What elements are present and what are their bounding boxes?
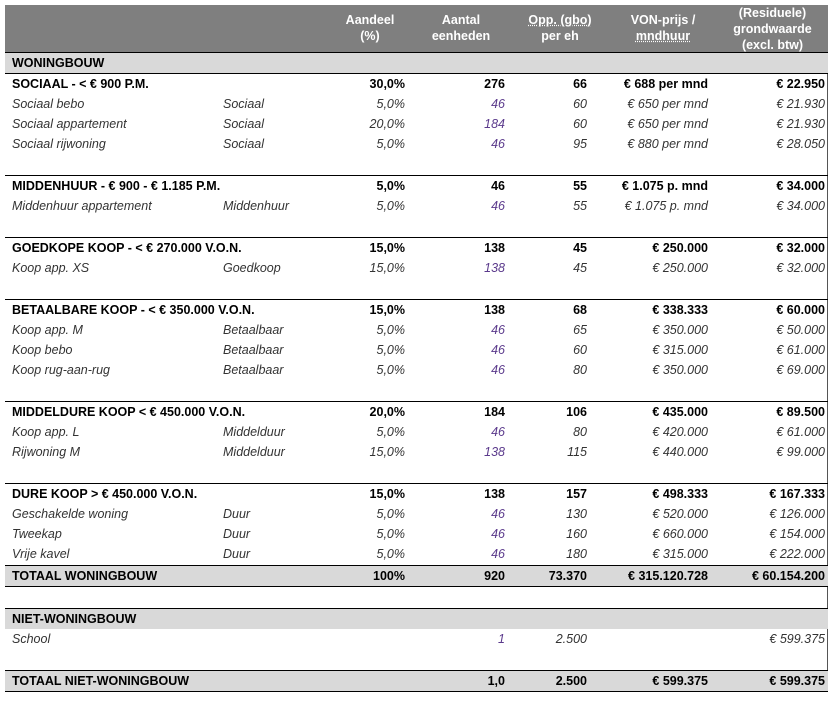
group-von: € 435.000 xyxy=(652,405,708,419)
item-aantal: 46 xyxy=(491,507,505,521)
group-grond: € 32.000 xyxy=(776,241,825,255)
table-row xyxy=(5,134,828,154)
item-aandeel: 5,0% xyxy=(376,425,405,439)
item-aantal: 46 xyxy=(491,343,505,357)
item-name: Geschakelde woning xyxy=(12,507,129,521)
total-von: € 315.120.728 xyxy=(628,569,708,583)
header-aandeel-line1: Aandeel xyxy=(345,13,395,27)
item-von: € 250.000 xyxy=(652,261,708,275)
item-aantal: 138 xyxy=(484,445,505,459)
table-row xyxy=(5,196,828,216)
table-row xyxy=(5,94,828,114)
group-aantal: 138 xyxy=(484,303,505,317)
item-aantal: 184 xyxy=(484,117,505,131)
item-aandeel: 5,0% xyxy=(376,547,405,561)
item-aandeel: 5,0% xyxy=(376,323,405,337)
item-category: Middelduur xyxy=(223,425,285,439)
item-von: € 315.000 xyxy=(652,343,708,357)
spacer xyxy=(5,587,828,608)
group-opp: 157 xyxy=(566,487,587,501)
group-aandeel: 30,0% xyxy=(369,77,405,91)
header-opp xyxy=(510,12,610,44)
header-grondwaarde xyxy=(720,5,825,53)
header-grond-line3: (excl. btw) xyxy=(741,38,804,52)
item-name: School xyxy=(12,632,51,646)
total-niet-woningbouw-row xyxy=(5,670,828,692)
item-grond: € 34.000 xyxy=(776,199,825,213)
spacer xyxy=(5,462,828,483)
group-header-row xyxy=(5,175,828,196)
item-von: € 650 per mnd xyxy=(627,117,708,131)
item-grond: € 21.930 xyxy=(776,97,825,111)
group-opp: 106 xyxy=(566,405,587,419)
item-opp: 160 xyxy=(566,527,587,541)
header-aandeel xyxy=(320,12,420,44)
group-header-row xyxy=(5,401,828,422)
section-title: NIET-WONINGBOUW xyxy=(12,612,137,626)
group-header-row xyxy=(5,73,828,94)
item-von: € 350.000 xyxy=(652,323,708,337)
item-name: Koop app. M xyxy=(12,323,83,337)
item-aantal: 46 xyxy=(491,425,505,439)
item-category: Goedkoop xyxy=(223,261,281,275)
total-aantal: 1,0 xyxy=(487,674,505,688)
item-grond: € 21.930 xyxy=(776,117,825,131)
total-name: TOTAAL WONINGBOUW xyxy=(12,569,158,583)
header-grond-line1: (Residuele) xyxy=(738,6,807,20)
item-aantal: 138 xyxy=(484,261,505,275)
table-row xyxy=(5,504,828,524)
item-category: Duur xyxy=(223,507,251,521)
item-grond: € 126.000 xyxy=(769,507,825,521)
group-aandeel: 5,0% xyxy=(376,179,405,193)
group-von: € 1.075 p. mnd xyxy=(621,179,708,193)
item-grond: € 222.000 xyxy=(769,547,825,561)
item-category: Sociaal xyxy=(223,97,264,111)
header-row xyxy=(5,5,828,52)
section-title: WONINGBOUW xyxy=(12,56,105,70)
table-row xyxy=(5,320,828,340)
spacer xyxy=(5,154,828,175)
section-woningbouw xyxy=(5,52,828,73)
group-grond: € 60.000 xyxy=(776,303,825,317)
total-opp: 2.500 xyxy=(555,674,587,688)
item-aandeel: 15,0% xyxy=(369,445,405,459)
item-aantal: 46 xyxy=(491,199,505,213)
group-header-row xyxy=(5,483,828,504)
total-aandeel: 100% xyxy=(373,569,405,583)
group-grond: € 89.500 xyxy=(776,405,825,419)
table-row xyxy=(5,360,828,380)
item-aantal: 46 xyxy=(491,547,505,561)
header-grond-line2: grondwaarde xyxy=(733,22,812,36)
item-name: Middenhuur appartement xyxy=(12,199,152,213)
group-header-row xyxy=(5,237,828,258)
item-aandeel: 20,0% xyxy=(369,117,405,131)
spacer xyxy=(5,649,828,670)
group-opp: 68 xyxy=(573,303,587,317)
item-von: € 420.000 xyxy=(652,425,708,439)
total-woningbouw-row xyxy=(5,565,828,587)
item-aandeel: 5,0% xyxy=(376,507,405,521)
item-name: Sociaal bebo xyxy=(12,97,85,111)
total-grond: € 60.154.200 xyxy=(752,569,825,583)
item-name: Koop rug-aan-rug xyxy=(12,363,110,377)
item-category: Betaalbaar xyxy=(223,323,284,337)
item-aantal: 1 xyxy=(498,632,505,646)
item-aandeel: 5,0% xyxy=(376,199,405,213)
item-name: Tweekap xyxy=(12,527,62,541)
header-aandeel-line2: (%) xyxy=(360,29,380,43)
item-aandeel: 5,0% xyxy=(376,527,405,541)
item-opp: 95 xyxy=(573,137,587,151)
item-category: Betaalbaar xyxy=(223,363,284,377)
group-opp: 45 xyxy=(573,241,587,255)
table-row xyxy=(5,340,828,360)
item-grond: € 599.375 xyxy=(769,632,825,646)
item-category: Sociaal xyxy=(223,137,264,151)
item-grond: € 32.000 xyxy=(776,261,825,275)
item-von: € 880 per mnd xyxy=(627,137,708,151)
header-opp-line2: per eh xyxy=(541,29,579,43)
group-von: € 688 per mnd xyxy=(623,77,708,91)
header-aantal-line1: Aantal xyxy=(441,13,481,27)
item-aandeel: 15,0% xyxy=(369,261,405,275)
group-grond: € 34.000 xyxy=(776,179,825,193)
item-aandeel: 5,0% xyxy=(376,363,405,377)
item-von: € 1.075 p. mnd xyxy=(624,199,708,213)
header-von-line2: mndhuur xyxy=(635,29,691,43)
item-aandeel: 5,0% xyxy=(376,343,405,357)
group-name: BETAALBARE KOOP - < € 350.000 V.O.N. xyxy=(12,303,255,317)
group-aantal: 46 xyxy=(491,179,505,193)
group-von: € 498.333 xyxy=(652,487,708,501)
group-von: € 250.000 xyxy=(652,241,708,255)
group-aantal: 138 xyxy=(484,487,505,501)
item-opp: 180 xyxy=(566,547,587,561)
item-aandeel: 5,0% xyxy=(376,97,405,111)
item-grond: € 69.000 xyxy=(776,363,825,377)
table-row xyxy=(5,524,828,544)
item-opp: 60 xyxy=(573,117,587,131)
item-aantal: 46 xyxy=(491,323,505,337)
item-opp: 60 xyxy=(573,97,587,111)
item-category: Sociaal xyxy=(223,117,264,131)
group-name: MIDDENHUUR - € 900 - € 1.185 P.M. xyxy=(12,179,221,193)
item-opp: 45 xyxy=(573,261,587,275)
group-opp: 55 xyxy=(573,179,587,193)
group-aandeel: 15,0% xyxy=(369,241,405,255)
total-aantal: 920 xyxy=(484,569,505,583)
total-name: TOTAAL NIET-WONINGBOUW xyxy=(12,674,190,688)
group-name: GOEDKOPE KOOP - < € 270.000 V.O.N. xyxy=(12,241,242,255)
item-grond: € 61.000 xyxy=(776,425,825,439)
item-category: Duur xyxy=(223,547,251,561)
item-opp: 115 xyxy=(567,445,587,459)
item-von: € 650 per mnd xyxy=(627,97,708,111)
group-aandeel: 20,0% xyxy=(369,405,405,419)
header-von-line1: VON-prijs / xyxy=(630,13,696,27)
total-grond: € 599.375 xyxy=(769,674,825,688)
item-grond: € 99.000 xyxy=(776,445,825,459)
item-name: Vrije kavel xyxy=(12,547,70,561)
group-name: DURE KOOP > € 450.000 V.O.N. xyxy=(12,487,198,501)
group-von: € 338.333 xyxy=(652,303,708,317)
item-opp: 65 xyxy=(573,323,587,337)
item-grond: € 28.050 xyxy=(776,137,825,151)
item-von: € 315.000 xyxy=(652,547,708,561)
table-row xyxy=(5,629,828,649)
item-opp: 55 xyxy=(573,199,587,213)
item-opp: 2.500 xyxy=(555,632,587,646)
group-aantal: 184 xyxy=(484,405,505,419)
group-name: MIDDELDURE KOOP < € 450.000 V.O.N. xyxy=(12,405,246,419)
item-aantal: 46 xyxy=(491,527,505,541)
item-grond: € 50.000 xyxy=(776,323,825,337)
header-opp-line1: Opp. (gbo) xyxy=(528,13,592,27)
table-row xyxy=(5,258,828,278)
group-name: SOCIAAL - < € 900 P.M. xyxy=(12,77,149,91)
item-name: Sociaal appartement xyxy=(12,117,127,131)
item-name: Rijwoning M xyxy=(12,445,81,459)
total-opp: 73.370 xyxy=(548,569,587,583)
header-aantal-line2: eenheden xyxy=(431,29,491,43)
item-aantal: 46 xyxy=(491,363,505,377)
item-opp: 60 xyxy=(573,343,587,357)
spreadsheet-table xyxy=(5,5,828,692)
header-aantal xyxy=(411,12,511,44)
item-name: Koop app. L xyxy=(12,425,80,439)
woningbouw-groups xyxy=(5,73,828,564)
item-category: Middenhuur xyxy=(223,199,290,213)
item-von: € 660.000 xyxy=(652,527,708,541)
item-category: Betaalbaar xyxy=(223,343,284,357)
item-von: € 350.000 xyxy=(652,363,708,377)
group-grond: € 167.333 xyxy=(769,487,825,501)
item-aandeel: 5,0% xyxy=(376,137,405,151)
item-name: Koop bebo xyxy=(12,343,73,357)
group-opp: 66 xyxy=(573,77,587,91)
item-category: Duur xyxy=(223,527,251,541)
item-von: € 440.000 xyxy=(652,445,708,459)
spacer xyxy=(5,278,828,299)
group-aandeel: 15,0% xyxy=(369,303,405,317)
total-von: € 599.375 xyxy=(652,674,708,688)
group-grond: € 22.950 xyxy=(776,77,825,91)
group-aantal: 276 xyxy=(484,77,505,91)
table-row xyxy=(5,544,828,564)
spacer xyxy=(5,380,828,401)
table-row xyxy=(5,422,828,442)
item-opp: 80 xyxy=(573,425,587,439)
item-name: Sociaal rijwoning xyxy=(12,137,106,151)
header-von xyxy=(613,12,713,44)
table-row xyxy=(5,114,828,134)
item-von: € 520.000 xyxy=(652,507,708,521)
item-grond: € 61.000 xyxy=(776,343,825,357)
section-niet-woningbouw xyxy=(5,608,828,629)
group-aandeel: 15,0% xyxy=(369,487,405,501)
spacer xyxy=(5,216,828,237)
group-header-row xyxy=(5,299,828,320)
item-aantal: 46 xyxy=(491,137,505,151)
table-row xyxy=(5,442,828,462)
item-grond: € 154.000 xyxy=(769,527,825,541)
item-name: Koop app. XS xyxy=(12,261,90,275)
item-opp: 130 xyxy=(566,507,587,521)
item-category: Middelduur xyxy=(223,445,285,459)
item-aantal: 46 xyxy=(491,97,505,111)
item-opp: 80 xyxy=(573,363,587,377)
group-aantal: 138 xyxy=(484,241,505,255)
